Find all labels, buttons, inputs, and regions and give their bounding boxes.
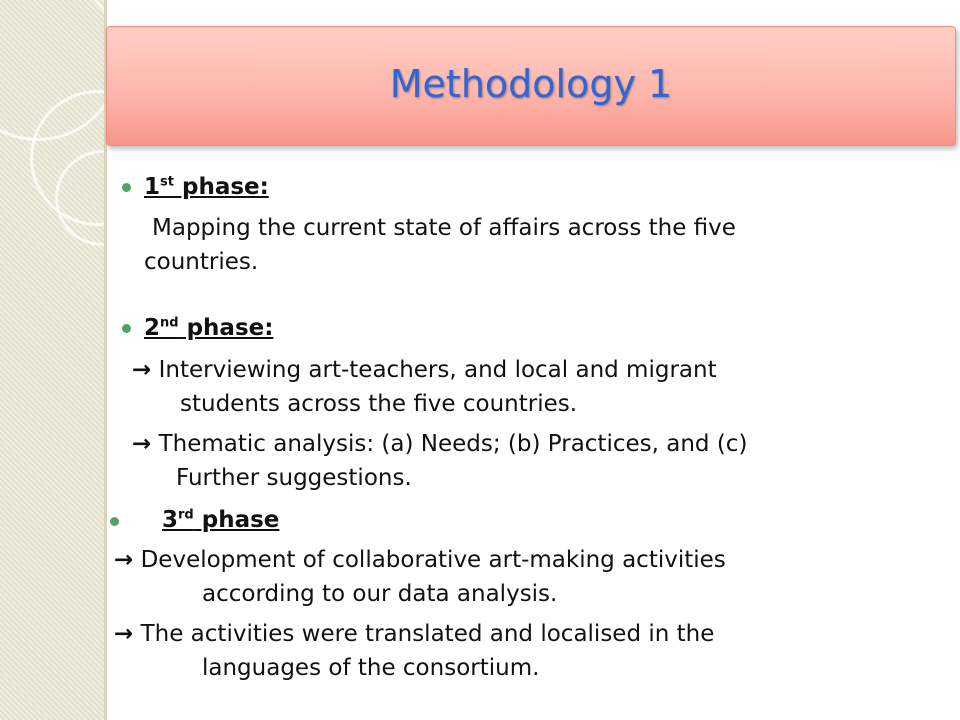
phase-3-item-1: → Development of collaborative art-making activities [114, 547, 726, 573]
phase-3-item-2-continued: languages of the consortium. [202, 655, 540, 681]
arrow-right-icon: → [114, 621, 134, 647]
phase-2-item-2-continued: Further suggestions. [176, 465, 412, 491]
phase-1-text: Mapping the current state of affairs across the five [152, 215, 736, 241]
slide-title: Methodology 1 [389, 62, 673, 106]
bullet-icon [122, 183, 131, 192]
bullet-icon [110, 517, 119, 526]
phase-2-item-1-continued: students across the five countries. [180, 391, 578, 417]
phase-1-heading: 1st phase: [144, 174, 269, 200]
bullet-icon [122, 324, 131, 333]
phase-2-item-1: → Interviewing art-teachers, and local and migrant [132, 357, 717, 383]
phase-1-text-continued: countries. [144, 249, 259, 275]
phase-2-item-2: → Thematic analysis: (a) Needs; (b) Practices, and (c) [132, 431, 748, 457]
phase-2-heading: 2nd phase: [144, 315, 274, 341]
phase-3-item-1-continued: according to our data analysis. [202, 581, 558, 607]
arrow-right-icon: → [132, 357, 152, 383]
arrow-right-icon: → [132, 431, 152, 457]
phase-3-heading: 3rd phase [162, 507, 280, 533]
arrow-right-icon: → [114, 547, 134, 573]
phase-3-item-2: → The activities were translated and localised in the [114, 621, 715, 647]
